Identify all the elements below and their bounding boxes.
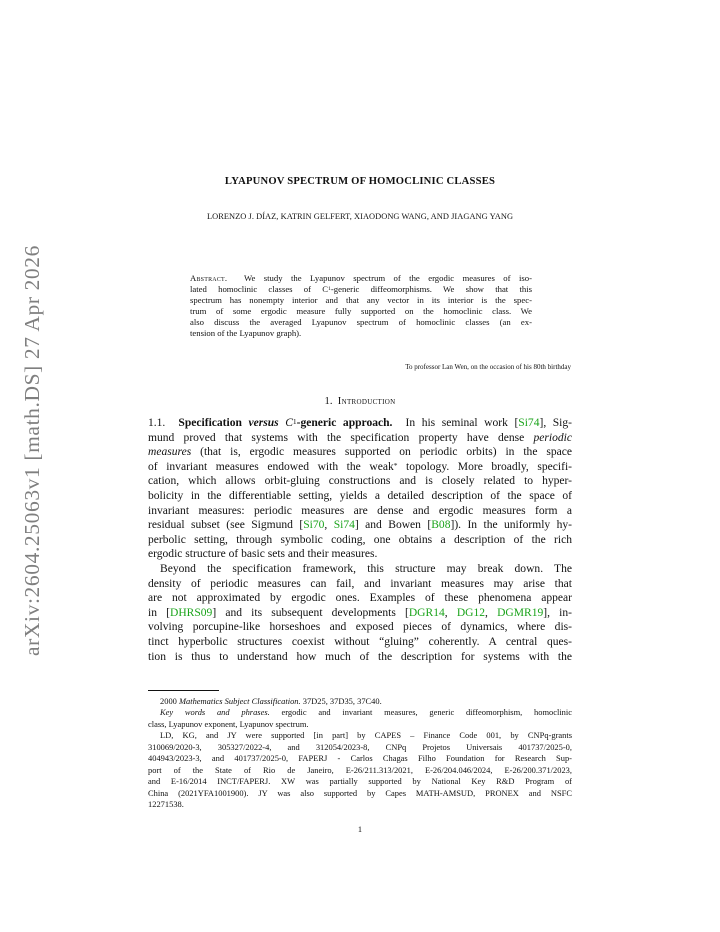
text-line: tinct hyperbolic structures coexist without “gluing” coherently. A central ques-: [148, 635, 572, 648]
body-fragment: ,: [485, 606, 498, 619]
abstract-line: trum of some ergodic measure fully supported on the homoclinic class. We: [190, 306, 532, 317]
footnote-fragment: 37D25, 37D35, 37C40.: [302, 696, 382, 706]
abstract-label: Abstract.: [190, 273, 228, 283]
footnote-line: China (2021YFA1001900). JY was also supported by Capes MATH-AMSUD, PRONEX and NSFC: [148, 787, 572, 798]
body-fragment: (that is, ergodic measures supported on periodic orbits) in the space: [200, 446, 572, 459]
text-line: [148, 416, 572, 431]
arxiv-identifier-stamp: [12, 240, 52, 660]
citation-link[interactable]: DG12: [456, 606, 486, 619]
body-superscript: *: [393, 460, 398, 470]
footnote-line: 12271538.: [148, 798, 184, 809]
abstract-text: -generic diffeomorphisms. We show that this: [330, 284, 533, 295]
body-fragment: of invariant measures endowed with the weak: [148, 460, 394, 473]
body-fragment: ,: [444, 606, 457, 619]
citation-link[interactable]: B08: [431, 519, 451, 532]
page-number: 1: [357, 825, 363, 834]
footnote-fragment: 2000: [160, 696, 177, 706]
body-fragment: ] and its subsequent developments [: [212, 606, 409, 619]
footnotes: [148, 696, 572, 810]
citation-link[interactable]: Si74: [333, 519, 355, 532]
abstract: [190, 273, 532, 340]
body-text: [148, 416, 572, 664]
body-fragment: residual subset (see Sigmund [: [148, 519, 304, 532]
abstract-line: also discuss the averaged Lyapunov spectrum of homoclinic classes (an ex-: [190, 317, 532, 328]
text-line: [148, 445, 572, 460]
abstract-line: tension of the Lyapunov graph).: [190, 328, 302, 339]
abstract-line: [190, 284, 532, 295]
abstract-line: spectrum has nonempty interior and that any vector in its interior is the spec-: [190, 295, 532, 306]
text-line: invariant measures: periodic measures are dense and ergodic measures form a: [148, 504, 572, 517]
body-fragment: ], Sig-: [539, 417, 573, 429]
body-fragment: mund proved that systems with the specification property have dense: [148, 431, 525, 444]
section-number: 1.: [324, 396, 333, 407]
subsection-number: 1.1.: [148, 417, 166, 429]
text-line: Beyond the specification framework, this structure may break down. The: [160, 562, 572, 575]
subsection-superscript: 1: [292, 416, 297, 426]
footnote-fragment: Key words and phrases.: [160, 707, 270, 718]
footnote-divider: [148, 690, 219, 691]
footnote-line: 404943/2023-3, and 401737/2025-0, FAPERJ - Carlos Chagas Filho Foundation for Research Sup-: [148, 753, 572, 764]
footnote-line: and E-16/2014 INCT/FAPERJ. XW was partially supported by National Key R&D Program of: [148, 776, 572, 787]
abstract-line: [190, 273, 532, 284]
text-line: are not approximated by ergodic ones. Examples of these phenomena appear: [148, 592, 572, 605]
body-fragment: ] and Bowen [: [354, 519, 432, 532]
text-line: [148, 606, 572, 621]
text-line: ergodic structure of basic sets and their measures.: [148, 548, 378, 561]
body-fragment: topology. More broadly, specifi-: [406, 460, 572, 473]
body-fragment: periodic: [533, 431, 573, 444]
footnote-line: port of the State of Rio de Janeiro, E-26/211.313/2021, E-26/204.046/2024, E-26/200.371/2023,: [148, 764, 572, 775]
text-line: [148, 431, 572, 446]
text-line: [148, 460, 572, 475]
subsection-heading: C: [285, 417, 293, 429]
citation-link[interactable]: DGR14: [408, 606, 445, 619]
citation-link[interactable]: DGMR19: [497, 606, 544, 619]
citation-link[interactable]: Si70: [303, 519, 325, 532]
subsection-heading: Specification: [178, 417, 242, 429]
text-line: volving porcupine-like horseshoes and exposed pieces of dynamics, where dis-: [148, 621, 572, 634]
body-fragment: ], in-: [543, 606, 573, 619]
body-fragment: in [: [148, 606, 170, 619]
dedication: To professor Lan Wen, on the occasion of his 80th birthday: [405, 363, 571, 371]
body-fragment: ]). In the uniformly hy-: [450, 519, 572, 532]
text-line: bolicity in the differentiable setting, yields a detailed description of the space of: [148, 489, 572, 502]
arxiv-identifier-text: arXiv:2604.25063v1 [math.DS] 27 Apr 2026: [19, 244, 44, 656]
subsection-heading: versus: [248, 417, 279, 429]
subsection-heading: -generic approach.: [296, 417, 393, 429]
text-line: tion is thus to understand how much of the description for systems with the: [148, 650, 572, 663]
footnote-fragment: Mathematics Subject Classification.: [178, 696, 301, 706]
section-heading: [148, 396, 572, 407]
abstract-superscript: 1: [328, 286, 331, 293]
citation-link[interactable]: DHRS09: [169, 606, 213, 619]
citation-link[interactable]: Si74: [518, 417, 540, 429]
footnote-line: class, Lyapunov exponent, Lyapunov spectrum.: [148, 718, 309, 729]
body-fragment: measures: [148, 446, 192, 459]
section-title: Introduction: [337, 396, 396, 407]
abstract-text: We study the Lyapunov spectrum of the ergodic measures of iso-: [243, 273, 532, 283]
body-fragment: ,: [324, 519, 334, 532]
paper-title: LYAPUNOV SPECTRUM OF HOMOCLINIC CLASSES: [224, 176, 496, 187]
abstract-text: lated homoclinic classes of C: [190, 284, 329, 295]
footnote-line: [148, 696, 572, 707]
footnote-line: LD, KG, and JY were supported [in part] by CAPES – Finance Code 001, by CNPq-grants: [160, 730, 572, 741]
footnote-fragment: ergodic and invariant measures, generic diffeomorphism, homoclinic: [281, 707, 572, 718]
body-fragment: In his seminal work [: [405, 417, 519, 429]
text-line: [148, 518, 572, 533]
text-line: density of periodic measures can fail, and invariant measures may arise that: [148, 577, 572, 590]
text-line: cation, which allows orbit-gluing constructions and is closely related to hyper-: [148, 475, 572, 488]
footnote-line: 310069/2020-3, 305327/2022-4, and 312054/2023-8, CNPq Projetos Universais 401737/2025-0,: [148, 741, 572, 752]
author-list: LORENZO J. DÍAZ, KATRIN GELFERT, XIAODONG WANG, AND JIAGANG YANG: [206, 212, 514, 221]
text-line: perbolic setting, through symbolic coding, one obtains a description of the rich: [148, 533, 572, 546]
footnote-line: [148, 707, 572, 718]
